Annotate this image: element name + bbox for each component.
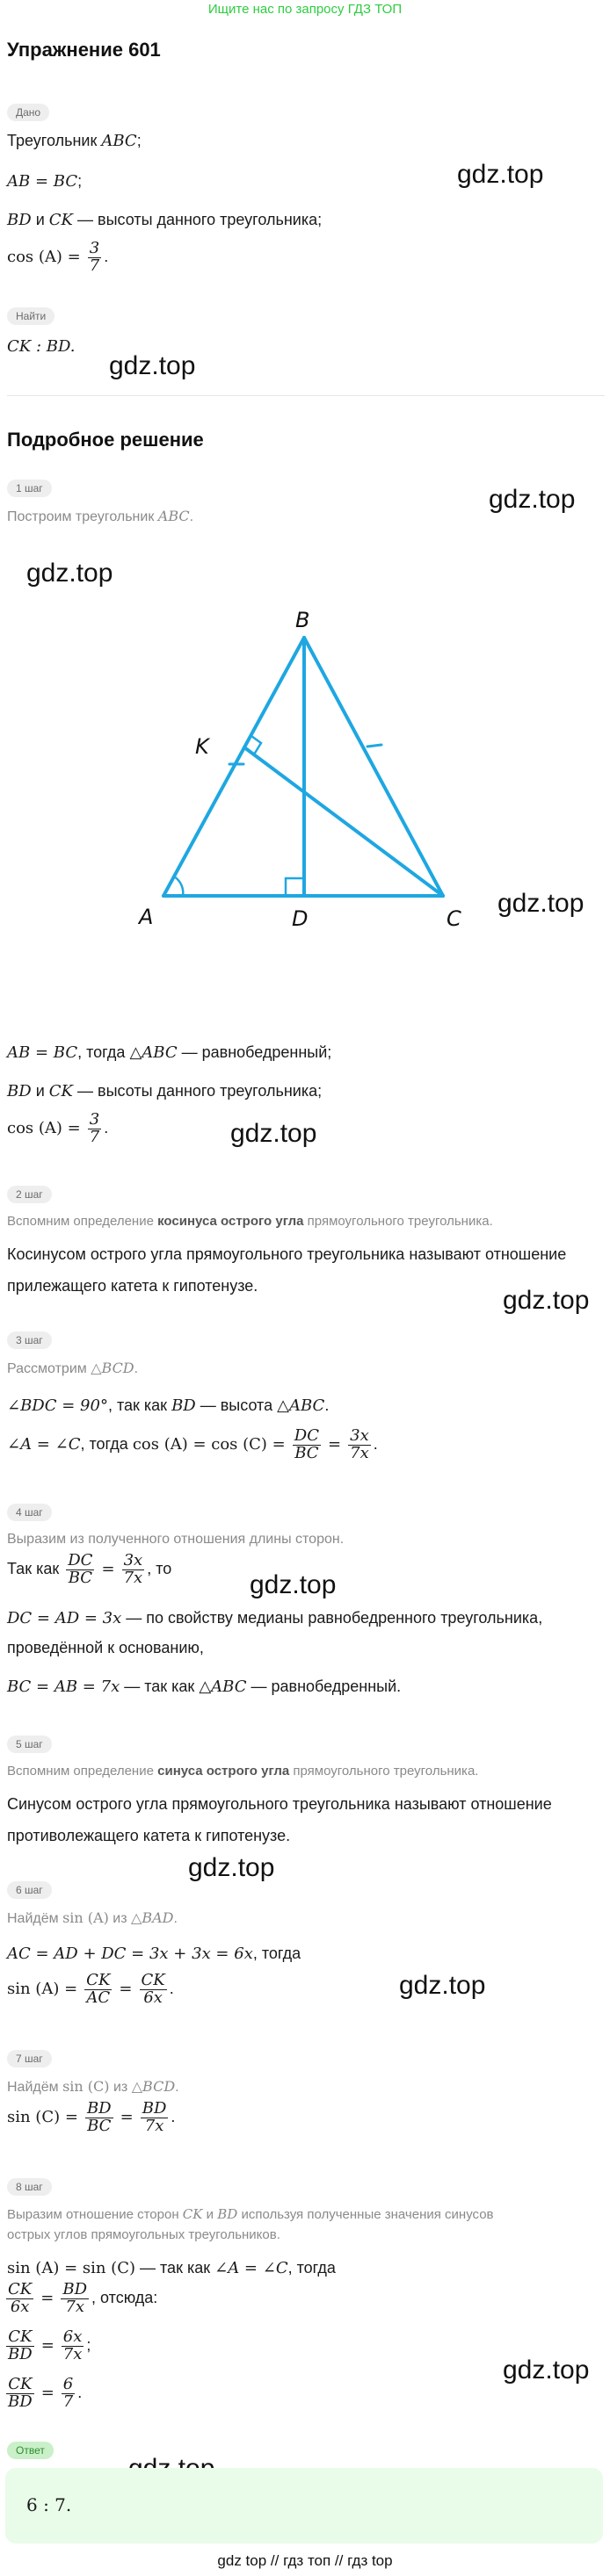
fraction [6, 2282, 33, 2316]
find-line: CK : BD. [7, 337, 76, 356]
fraction [122, 1553, 145, 1587]
watermark: gdz.top [109, 351, 196, 380]
denominator: 6x [143, 1988, 163, 2007]
tick-mark-bc [367, 745, 381, 747]
watermark: gdz.top [26, 559, 113, 588]
step-intro: Рассмотрим △BCD. [7, 1360, 139, 1376]
numerator: CK [141, 1971, 165, 1989]
fraction [140, 1973, 167, 2007]
step-line: BC = AB = 7x — так как △ABC — равнобедренный. [7, 1678, 402, 1696]
denominator: 7x [350, 1443, 369, 1462]
label-c: C [447, 906, 461, 931]
denominator: 7 [89, 256, 100, 275]
fraction [66, 1553, 94, 1587]
step-line: sin (C) = $\frac{BD}{BC}$ = $\frac{BD}{7x}$ . [7, 2099, 176, 2135]
fraction [62, 2377, 75, 2411]
step-line: ∠A = ∠C, тогда cos (A) = cos (C) = $\frac{DC}{BC}$ = $\frac{3x}{7x}$ . [7, 1426, 378, 1462]
watermark: gdz.top [399, 1971, 486, 2000]
step-intro: Вспомним определение косинуса острого угла прямоугольного треугольника. [7, 1214, 493, 1229]
step-line: DC = AD = 3x — по свойству медианы равнобедренного треугольника, [7, 1609, 543, 1627]
step-line: sin (A) = sin (C) — так как ∠A = ∠C, тогда [7, 2259, 336, 2277]
page-title: Упражнение 601 [7, 39, 161, 61]
numerator: CK [8, 2280, 33, 2298]
numerator: 6x [62, 2327, 83, 2346]
step-line: Так как $\frac{DC}{BC}$ = $\frac{3x}{7x}$ , то [7, 1551, 172, 1587]
step-line: cos (A) = $\frac{3}{7}$ . [7, 1110, 109, 1146]
watermark: gdz.top [230, 1119, 317, 1148]
angle-arc-a [174, 877, 183, 896]
label-d: D [292, 906, 309, 931]
denominator: 7 [62, 2392, 74, 2411]
given-tag: Дано [7, 104, 49, 121]
numerator: CK [6, 2377, 34, 2394]
find-tag: Найти [7, 307, 54, 325]
step-tag: 5 шаг [7, 1735, 52, 1753]
numerator: 3 [89, 1110, 100, 1129]
fraction [293, 1428, 321, 1462]
step-intro: Построим треугольник ABC. [7, 508, 194, 524]
numerator: 3x [350, 1426, 369, 1445]
given-line-3 [7, 211, 322, 229]
given-math: CK [48, 211, 73, 229]
side-ab [163, 638, 304, 896]
top-banner[interactable]: Ищите нас по запросу ГДЗ ТОП [207, 2, 403, 17]
step-line: AC = AD + DC = 3x + 3x = 6x, тогда [7, 1945, 301, 1963]
step-intro: острых углов прямоугольных треугольников. [7, 2227, 280, 2242]
denominator: BC [87, 2116, 112, 2135]
step-line: sin (A) = $\frac{CK}{AC}$ = $\frac{CK}{6x}$ . [7, 1971, 174, 2007]
denominator: BC [68, 1568, 93, 1587]
answer-tag: Ответ [7, 2442, 54, 2459]
step-line: $\frac{CK}{BD}$ = $\frac{6x}{7x}$ ; [8, 2327, 91, 2363]
given-text: — высоты данного треугольника; [73, 211, 323, 228]
given-line-1 [7, 132, 142, 150]
step-text: противолежащего катета к гипотенузе. [7, 1827, 291, 1844]
label-k: K [195, 734, 209, 759]
fraction [6, 2377, 34, 2411]
numerator: BD [142, 2099, 167, 2118]
given-line-2 [7, 172, 82, 191]
step-tag: 2 шаг [7, 1186, 52, 1203]
step-intro: Выразим отношение сторон CK и BD используя полученные значения синусов [7, 2206, 494, 2222]
denominator: 6x [10, 2297, 30, 2316]
altitude-ck [244, 747, 443, 896]
step-tag: 4 шаг [7, 1504, 52, 1521]
numerator: DC [68, 1551, 93, 1569]
given-punct: ; [136, 132, 142, 149]
answer-box [5, 2468, 603, 2544]
side-bc [304, 638, 443, 896]
given-text: и [35, 211, 45, 228]
step-intro: Вспомним определение синуса острого угла прямоугольного треугольника. [7, 1764, 479, 1779]
given-math: AB = BC [7, 172, 78, 191]
fraction [88, 241, 101, 275]
given-math: cos (A) = [7, 248, 81, 267]
numerator: 6 [62, 2375, 74, 2393]
step-line: $\frac{CK}{6x}$ = $\frac{BD}{7x}$ , отсюда: [8, 2280, 158, 2316]
step-text: Синусом острого угла прямоугольного треугольника называют отношение [7, 1795, 552, 1813]
step-line: $\frac{CK}{BD}$ = $\frac{6}{7}$ . [8, 2375, 83, 2411]
step-tag: 1 шаг [7, 480, 52, 497]
fraction [61, 2282, 89, 2316]
fraction [88, 1112, 101, 1146]
given-text: Треугольник [7, 132, 98, 149]
step-intro: Найдём sin (A) из △BAD. [7, 1909, 178, 1926]
watermark: gdz.top [250, 1570, 337, 1599]
denominator: 7x [123, 1568, 143, 1587]
right-angle-d [286, 878, 304, 896]
denominator: 7x [65, 2297, 84, 2316]
numerator: 3 [89, 239, 100, 257]
step-line: AB = BC, тогда △ABC — равнобедренный; [7, 1043, 332, 1062]
step-tag: 6 шаг [7, 1881, 52, 1899]
numerator: CK [86, 1971, 111, 1989]
denominator: 7 [89, 1127, 100, 1146]
label-b: B [295, 608, 310, 632]
label-a: A [139, 905, 154, 929]
footer-links[interactable]: gdz top // гдз топ // гдз top [217, 2552, 393, 2569]
given-line-4 [7, 241, 108, 275]
answer-text: 6 : 7. [26, 2494, 72, 2515]
step-tag: 3 шаг [7, 1331, 52, 1349]
denominator: BD [8, 2344, 33, 2363]
numerator: CK [6, 2329, 34, 2347]
fraction [6, 2329, 34, 2363]
solution-title: Подробное решение [7, 429, 204, 451]
denominator: BC [294, 1443, 319, 1462]
step-tag: 7 шаг [7, 2050, 52, 2067]
step-tag: 8 шаг [7, 2178, 52, 2196]
given-punct: . [104, 248, 109, 266]
denominator: BD [8, 2392, 33, 2411]
step-text: прилежащего катета к гипотенузе. [7, 1277, 258, 1295]
numerator: DC [294, 1426, 319, 1445]
watermark: gdz.top [503, 2356, 590, 2385]
watermark: gdz.top [503, 1286, 590, 1315]
triangle-diagram [132, 597, 466, 931]
watermark: gdz.top [457, 160, 544, 189]
step-text: проведённой к основанию, [7, 1639, 204, 1656]
denominator: 7x [62, 2344, 83, 2363]
fraction [348, 1428, 371, 1462]
step-text: Косинусом острого угла прямоугольного треугольника называют отношение [7, 1245, 567, 1263]
denominator: AC [86, 1988, 111, 2007]
given-math: BD [7, 211, 32, 229]
numerator: BD [86, 2099, 112, 2118]
given-math: ABC [101, 132, 137, 150]
given-punct: ; [77, 172, 83, 190]
step-intro: Найдём sin (C) из △BCD. [7, 2078, 179, 2095]
fraction [62, 2329, 84, 2363]
watermark: gdz.top [489, 485, 576, 514]
step-line: ∠BDC = 90°, так как BD — высота △ABC. [7, 1396, 330, 1415]
step-line: BD и CK — высоты данного треугольника; [7, 1082, 323, 1100]
numerator: 3x [123, 1551, 143, 1569]
fraction [84, 1973, 112, 2007]
divider [7, 395, 605, 396]
fraction [141, 2101, 169, 2135]
watermark: gdz.top [188, 1853, 275, 1882]
denominator: 7x [144, 2116, 164, 2135]
fraction [85, 2101, 113, 2135]
watermark: gdz.top [497, 889, 585, 918]
numerator: BD [62, 2280, 88, 2298]
step-intro: Выразим из полученного отношения длины сторон. [7, 1532, 345, 1547]
